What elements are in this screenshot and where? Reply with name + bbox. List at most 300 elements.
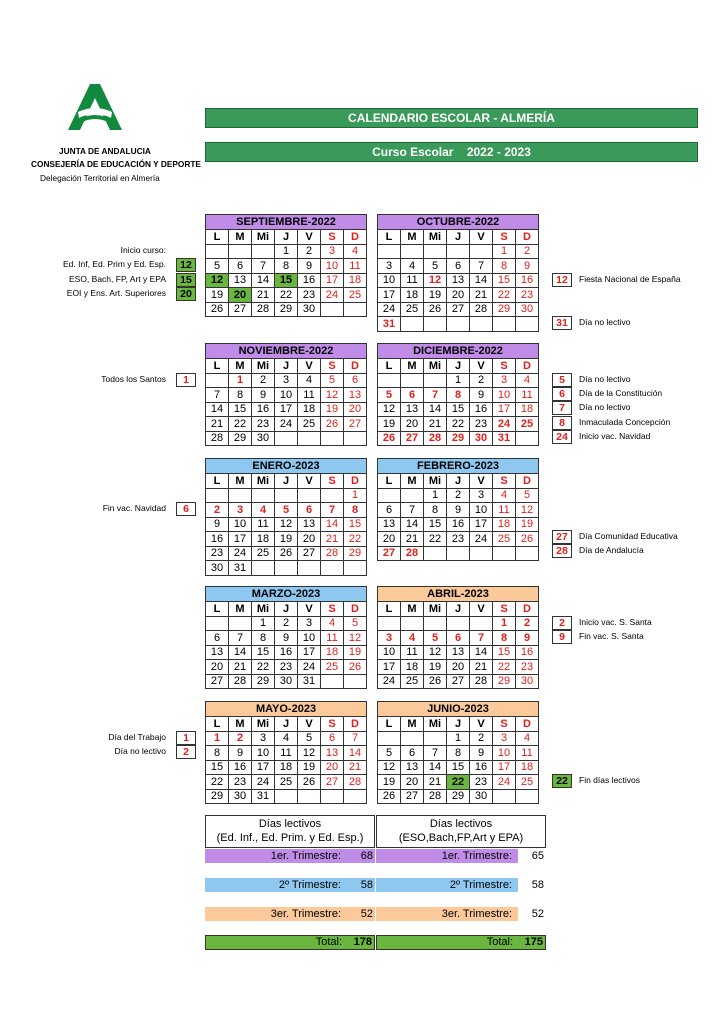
month-title: MAYO-2023 [206,702,367,717]
day-cell: 2 [298,244,321,259]
day-cell: 12 [275,517,298,532]
day-cell: 17 [470,517,493,532]
day-cell: 7 [401,503,424,518]
day-cell: 4 [344,244,367,259]
day-cell: 21 [401,532,424,547]
day-cell: 26 [321,417,344,432]
weekday-header: D [344,717,367,732]
weekday-header: L [206,717,229,732]
day-cell: 24 [378,674,401,689]
empty-cell [275,789,298,804]
day-cell: 18 [516,402,539,417]
weekday-header: S [321,359,344,374]
day-cell: 11 [275,746,298,761]
day-cell: 25 [344,288,367,303]
summary-row [376,849,546,863]
day-cell: 23 [516,660,539,675]
empty-cell [229,244,252,259]
weekday-header: D [516,474,539,489]
weekday-header: M [229,230,252,245]
day-cell: 14 [470,645,493,660]
summary-label: 3er. Trimestre: [376,907,518,921]
weekday-header: M [229,602,252,617]
note-dia-andalucia: Día de Andalucía [579,545,644,555]
day-cell: 14 [424,402,447,417]
day-cell: 27 [401,789,424,804]
day-cell: 4 [516,731,539,746]
day-cell: 16 [298,273,321,288]
day-cell: 12 [298,746,321,761]
empty-cell [252,244,275,259]
summary-subtitle: (ESO,Bach,FP,Art y EPA) [398,832,524,844]
note-dia-trabajo: Día del Trabajo [108,732,166,742]
day-cell: 2 [447,488,470,503]
day-cell: 15 [424,517,447,532]
weekday-header: M [401,717,424,732]
day-cell: 14 [321,517,344,532]
weekday-header: L [206,602,229,617]
month-calendar [377,458,539,561]
day-cell: 19 [275,532,298,547]
day-cell: 26 [344,660,367,675]
day-cell: 22 [206,775,229,790]
day-cell: 23 [298,288,321,303]
day-cell: 20 [378,532,401,547]
day-cell: 27 [344,417,367,432]
empty-cell [470,616,493,631]
summary-label: 1er. Trimestre: [376,849,518,863]
day-cell: 20 [298,532,321,547]
day-cell: 20 [401,775,424,790]
weekday-header: M [401,602,424,617]
day-cell: 23 [470,417,493,432]
note-comunidad-educativa: Día Comunidad Educativa [579,531,678,541]
day-cell: 20 [447,288,470,303]
day-cell: 23 [275,660,298,675]
day-cell: 4 [401,259,424,274]
empty-cell [378,244,401,259]
day-cell: 21 [229,660,252,675]
weekday-header: V [470,474,493,489]
day-cell: 25 [401,302,424,317]
weekday-header: Mi [252,717,275,732]
day-cell: 19 [424,660,447,675]
empty-cell [206,616,229,631]
day-cell: 3 [493,373,516,388]
day-cell: 4 [493,488,516,503]
day-cell: 16 [206,532,229,547]
day-cell: 8 [493,259,516,274]
day-cell: 18 [321,645,344,660]
weekday-header: M [229,474,252,489]
empty-cell [344,789,367,804]
weekday-header: M [401,230,424,245]
day-cell: 26 [275,546,298,561]
weekday-header: D [344,230,367,245]
note-box-fin-lectivos: 22 [552,774,572,788]
day-cell: 23 [470,775,493,790]
empty-cell [470,317,493,332]
day-cell: 29 [447,431,470,446]
day-cell: 14 [344,746,367,761]
day-cell: 5 [275,503,298,518]
weekday-header: J [447,602,470,617]
empty-cell [447,616,470,631]
day-cell: 22 [447,417,470,432]
day-cell: 20 [344,402,367,417]
day-cell: 26 [378,431,401,446]
weekday-header: S [493,602,516,617]
day-cell: 11 [252,517,275,532]
day-cell: 12 [516,503,539,518]
day-cell: 4 [401,631,424,646]
weekday-header: V [470,717,493,732]
month-title: NOVIEMBRE-2022 [206,344,367,359]
day-cell: 21 [252,288,275,303]
day-cell: 11 [516,388,539,403]
note-fiesta-nacional: Fiesta Nacional de España [579,274,681,284]
summary-total-label: Total: [206,936,348,949]
note-inicio-eoi: EOI y Ens. Art. Superiores [66,288,166,298]
day-cell: 29 [229,431,252,446]
day-cell: 6 [321,731,344,746]
day-cell: 10 [298,631,321,646]
day-cell: 6 [206,631,229,646]
empty-cell [378,373,401,388]
day-cell: 19 [424,288,447,303]
empty-cell [401,244,424,259]
weekday-header: V [470,230,493,245]
day-cell: 20 [206,660,229,675]
day-cell: 22 [493,660,516,675]
day-cell: 1 [447,373,470,388]
weekday-header: D [344,474,367,489]
day-cell: 7 [470,631,493,646]
empty-cell [401,317,424,332]
empty-cell [321,302,344,317]
day-cell: 16 [470,760,493,775]
note-fin-navidad: Fin vac. Navidad [102,503,166,513]
day-cell: 8 [252,631,275,646]
day-cell: 13 [447,273,470,288]
weekday-header: J [275,602,298,617]
empty-cell [424,373,447,388]
day-cell: 17 [378,288,401,303]
summary-value: 52 [531,908,544,920]
day-cell: 24 [252,775,275,790]
calendar-title-banner [205,108,698,128]
day-cell: 8 [275,259,298,274]
note-box-todos-santos: 1 [176,373,196,387]
empty-cell [229,488,252,503]
day-cell: 1 [493,616,516,631]
day-cell: 15 [493,645,516,660]
day-cell: 27 [447,302,470,317]
day-cell: 2 [470,373,493,388]
summary-row [205,878,375,892]
weekday-header: Mi [424,474,447,489]
month-calendar [205,458,367,576]
empty-cell [229,616,252,631]
day-cell: 15 [447,402,470,417]
day-cell: 8 [206,746,229,761]
weekday-header: L [378,230,401,245]
day-cell: 10 [378,645,401,660]
summary-eso [376,815,546,948]
weekday-header: L [378,602,401,617]
day-cell: 14 [401,517,424,532]
day-cell: 23 [229,775,252,790]
weekday-header: V [470,602,493,617]
summary-total-label: Total: [377,936,519,949]
empty-cell [378,731,401,746]
day-cell: 20 [447,660,470,675]
empty-cell [378,488,401,503]
weekday-header: L [378,359,401,374]
day-cell: 29 [493,302,516,317]
summary-row [205,849,375,863]
empty-cell [321,488,344,503]
day-cell: 9 [252,388,275,403]
summary-label: 2º Trimestre: [376,878,518,892]
empty-cell [298,561,321,576]
summary-value: 52 [347,907,375,921]
weekday-header: J [447,359,470,374]
department-name: CONSEJERÍA DE EDUCACIÓN Y DEPORTE [31,159,201,169]
day-cell: 29 [275,302,298,317]
day-cell: 12 [206,273,229,288]
day-cell: 3 [252,731,275,746]
day-cell: 2 [206,503,229,518]
day-cell: 25 [321,660,344,675]
month-title: OCTUBRE-2022 [378,215,539,230]
day-cell: 13 [401,760,424,775]
note-box-eso: 15 [176,273,196,287]
weekday-header: V [470,359,493,374]
day-cell: 26 [298,775,321,790]
day-cell: 19 [321,402,344,417]
day-cell: 21 [424,775,447,790]
day-cell: 17 [275,402,298,417]
day-cell: 30 [275,674,298,689]
day-cell: 14 [229,645,252,660]
day-cell: 10 [275,388,298,403]
day-cell: 30 [470,789,493,804]
day-cell: 7 [206,388,229,403]
day-cell: 16 [470,402,493,417]
institution-name: JUNTA DE ANDALUCIA [59,146,151,156]
note-box-constitucion: 6 [552,387,572,401]
weekday-header: M [229,717,252,732]
day-cell: 12 [321,388,344,403]
empty-cell [516,431,539,446]
day-cell: 3 [470,488,493,503]
day-cell: 8 [447,746,470,761]
day-cell: 21 [206,417,229,432]
day-cell: 13 [401,402,424,417]
day-cell: 11 [298,388,321,403]
day-cell: 4 [275,731,298,746]
weekday-header: D [516,359,539,374]
day-cell: 5 [298,731,321,746]
day-cell: 25 [493,532,516,547]
day-cell: 19 [344,645,367,660]
weekday-header: S [321,474,344,489]
day-cell: 19 [378,417,401,432]
empty-cell [321,431,344,446]
summary-inf-prim [205,815,375,948]
day-cell: 18 [401,288,424,303]
empty-cell [275,561,298,576]
day-cell: 5 [378,746,401,761]
day-cell: 27 [206,674,229,689]
day-cell: 29 [447,789,470,804]
note-box-inf-prim: 12 [176,258,196,272]
day-cell: 15 [229,402,252,417]
day-cell: 3 [378,259,401,274]
summary-total-row [205,935,375,950]
day-cell: 16 [447,517,470,532]
day-cell: 18 [275,760,298,775]
empty-cell [401,488,424,503]
day-cell: 9 [447,503,470,518]
day-cell: 3 [275,373,298,388]
day-cell: 25 [516,775,539,790]
day-cell: 11 [516,746,539,761]
day-cell: 9 [516,631,539,646]
day-cell: 24 [493,417,516,432]
day-cell: 10 [493,388,516,403]
weekday-header: Mi [424,359,447,374]
day-cell: 8 [447,388,470,403]
weekday-header: V [298,359,321,374]
day-cell: 2 [516,616,539,631]
empty-cell [401,616,424,631]
note-no-lectivo-mayo: Día no lectivo [114,746,166,756]
day-cell: 18 [298,402,321,417]
month-title: SEPTIEMBRE-2022 [206,215,367,230]
day-cell: 6 [401,388,424,403]
day-cell: 19 [206,288,229,303]
empty-cell [298,431,321,446]
empty-cell [298,789,321,804]
day-cell: 30 [516,674,539,689]
weekday-header: D [344,359,367,374]
note-box-fin-ssanta: 9 [552,630,572,644]
note-todos-santos: Todos los Santos [101,374,166,384]
day-cell: 29 [493,674,516,689]
weekday-header: S [321,717,344,732]
empty-cell [447,244,470,259]
day-cell: 12 [344,631,367,646]
day-cell: 24 [229,546,252,561]
day-cell: 13 [298,517,321,532]
day-cell: 29 [252,674,275,689]
day-cell: 24 [321,288,344,303]
day-cell: 4 [298,373,321,388]
day-cell: 6 [401,746,424,761]
day-cell: 18 [252,532,275,547]
month-calendar [205,586,367,689]
day-cell: 15 [447,760,470,775]
day-cell: 26 [516,532,539,547]
day-cell: 7 [229,631,252,646]
day-cell: 17 [298,645,321,660]
day-cell: 3 [321,244,344,259]
month-title: JUNIO-2023 [378,702,539,717]
summary-total-row [376,935,546,950]
day-cell: 10 [378,273,401,288]
day-cell: 15 [344,517,367,532]
day-cell: 5 [344,616,367,631]
delegation-name: Delegación Territorial en Almería [40,173,160,183]
empty-cell [424,546,447,561]
day-cell: 31 [229,561,252,576]
month-calendar [205,214,367,317]
day-cell: 27 [401,431,424,446]
junta-andalucia-logo [64,82,126,132]
summary-total-value: 178 [348,936,374,949]
note-box-dia-trabajo: 1 [176,731,196,745]
day-cell: 5 [378,388,401,403]
day-cell: 18 [401,660,424,675]
month-calendar [205,701,367,804]
weekday-header: S [493,230,516,245]
day-cell: 25 [401,674,424,689]
empty-cell [401,373,424,388]
month-calendar [377,214,539,332]
empty-cell [344,302,367,317]
day-cell: 3 [378,631,401,646]
note-box-inicio-ssanta: 2 [552,616,572,630]
day-cell: 14 [252,273,275,288]
day-cell: 22 [344,532,367,547]
day-cell: 1 [229,373,252,388]
weekday-header: V [298,717,321,732]
empty-cell [206,244,229,259]
weekday-header: J [275,230,298,245]
summary-row [205,907,375,921]
day-cell: 1 [275,244,298,259]
month-calendar [377,701,539,804]
day-cell: 9 [516,259,539,274]
day-cell: 5 [516,488,539,503]
day-cell: 30 [206,561,229,576]
empty-cell [275,431,298,446]
day-cell: 18 [516,760,539,775]
empty-cell [516,789,539,804]
day-cell: 28 [470,302,493,317]
day-cell: 10 [229,517,252,532]
note-box-no-lectivo-dic7: 7 [552,401,572,415]
day-cell: 21 [470,288,493,303]
empty-cell [424,616,447,631]
day-cell: 13 [206,645,229,660]
day-cell: 24 [470,532,493,547]
day-cell: 7 [321,503,344,518]
day-cell: 2 [252,373,275,388]
day-cell: 16 [516,273,539,288]
weekday-header: V [298,474,321,489]
day-cell: 20 [321,760,344,775]
day-cell: 27 [298,546,321,561]
day-cell: 27 [229,302,252,317]
weekday-header: J [275,474,298,489]
note-inicio-inf-prim: Ed. Inf, Ed. Prim y Ed. Esp. [63,259,166,269]
day-cell: 3 [229,503,252,518]
day-cell: 1 [206,731,229,746]
day-cell: 3 [298,616,321,631]
